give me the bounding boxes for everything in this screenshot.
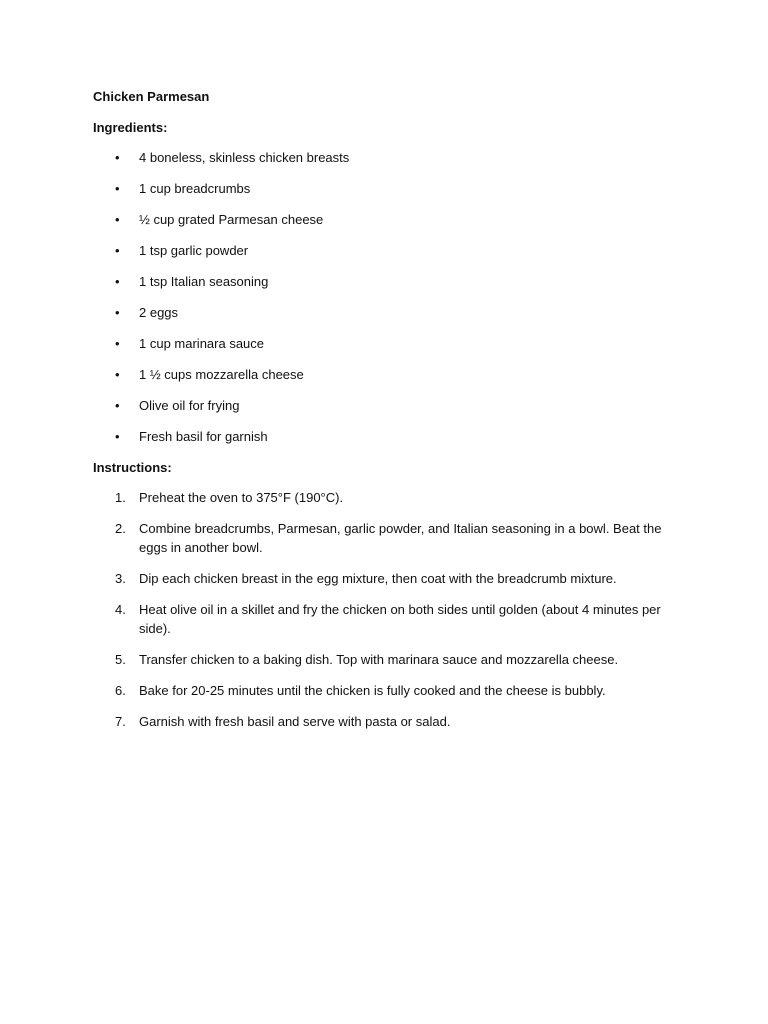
step-text: Preheat the oven to 375°F (190°C). bbox=[139, 490, 344, 505]
step-text: Heat olive oil in a skillet and fry the chicken on both sides until golden (about 4 minutes per side). bbox=[139, 602, 661, 636]
ingredient-item bbox=[93, 210, 673, 229]
instruction-step bbox=[93, 488, 673, 507]
step-number: 4. bbox=[115, 602, 126, 617]
bullet-icon: • bbox=[115, 243, 120, 258]
ingredient-text: Olive oil for frying bbox=[139, 398, 240, 413]
ingredient-text: ½ cup grated Parmesan cheese bbox=[139, 212, 324, 227]
bullet-icon: • bbox=[115, 305, 120, 320]
step-text: Bake for 20-25 minutes until the chicken is fully cooked and the cheese is bubbly. bbox=[139, 683, 606, 698]
ingredient-text: Fresh basil for garnish bbox=[139, 429, 268, 444]
bullet-icon: • bbox=[115, 367, 120, 382]
ingredient-text: 1 tsp garlic powder bbox=[139, 243, 249, 258]
bullet-icon: • bbox=[115, 274, 120, 289]
bullet-icon: • bbox=[115, 398, 120, 413]
bullet-icon: • bbox=[115, 181, 120, 196]
bullet-icon: • bbox=[115, 212, 120, 227]
instruction-step bbox=[93, 712, 673, 731]
step-text: Combine breadcrumbs, Parmesan, garlic powder, and Italian seasoning in a bowl. Beat the eggs in another bowl. bbox=[139, 521, 662, 555]
ingredient-item bbox=[93, 334, 673, 353]
step-number: 1. bbox=[115, 490, 126, 505]
step-number: 6. bbox=[115, 683, 126, 698]
ingredient-text: 1 cup breadcrumbs bbox=[139, 181, 251, 196]
ingredient-item bbox=[93, 241, 673, 260]
instructions-heading: Instructions: bbox=[93, 460, 172, 475]
bullet-icon: • bbox=[115, 336, 120, 351]
ingredient-item bbox=[93, 148, 673, 167]
recipe-title: Chicken Parmesan bbox=[93, 89, 210, 104]
ingredient-text: 2 eggs bbox=[139, 305, 179, 320]
instructions-list bbox=[93, 488, 673, 731]
bullet-icon: • bbox=[115, 150, 120, 165]
ingredient-text: 1 ½ cups mozzarella cheese bbox=[139, 367, 304, 382]
step-text: Dip each chicken breast in the egg mixture, then coat with the breadcrumb mixture. bbox=[139, 571, 617, 586]
instruction-step bbox=[93, 600, 673, 638]
ingredient-item bbox=[93, 427, 673, 446]
ingredients-heading: Ingredients: bbox=[93, 120, 168, 135]
step-number: 5. bbox=[115, 652, 126, 667]
ingredient-text: 1 tsp Italian seasoning bbox=[139, 274, 269, 289]
ingredient-item bbox=[93, 179, 673, 198]
ingredient-item bbox=[93, 272, 673, 291]
step-text: Transfer chicken to a baking dish. Top with marinara sauce and mozzarella cheese. bbox=[139, 652, 619, 667]
instruction-step bbox=[93, 650, 673, 669]
ingredients-list bbox=[93, 148, 673, 446]
ingredient-item bbox=[93, 365, 673, 384]
instruction-step bbox=[93, 519, 673, 557]
step-number: 3. bbox=[115, 571, 126, 586]
step-text: Garnish with fresh basil and serve with pasta or salad. bbox=[139, 714, 451, 729]
ingredient-item bbox=[93, 396, 673, 415]
ingredient-text: 1 cup marinara sauce bbox=[139, 336, 265, 351]
instruction-step bbox=[93, 681, 673, 700]
bullet-icon: • bbox=[115, 429, 120, 444]
ingredient-text: 4 boneless, skinless chicken breasts bbox=[139, 150, 350, 165]
ingredient-item bbox=[93, 303, 673, 322]
step-number: 7. bbox=[115, 714, 126, 729]
document-content bbox=[93, 87, 673, 743]
step-number: 2. bbox=[115, 521, 126, 536]
instruction-step bbox=[93, 569, 673, 588]
